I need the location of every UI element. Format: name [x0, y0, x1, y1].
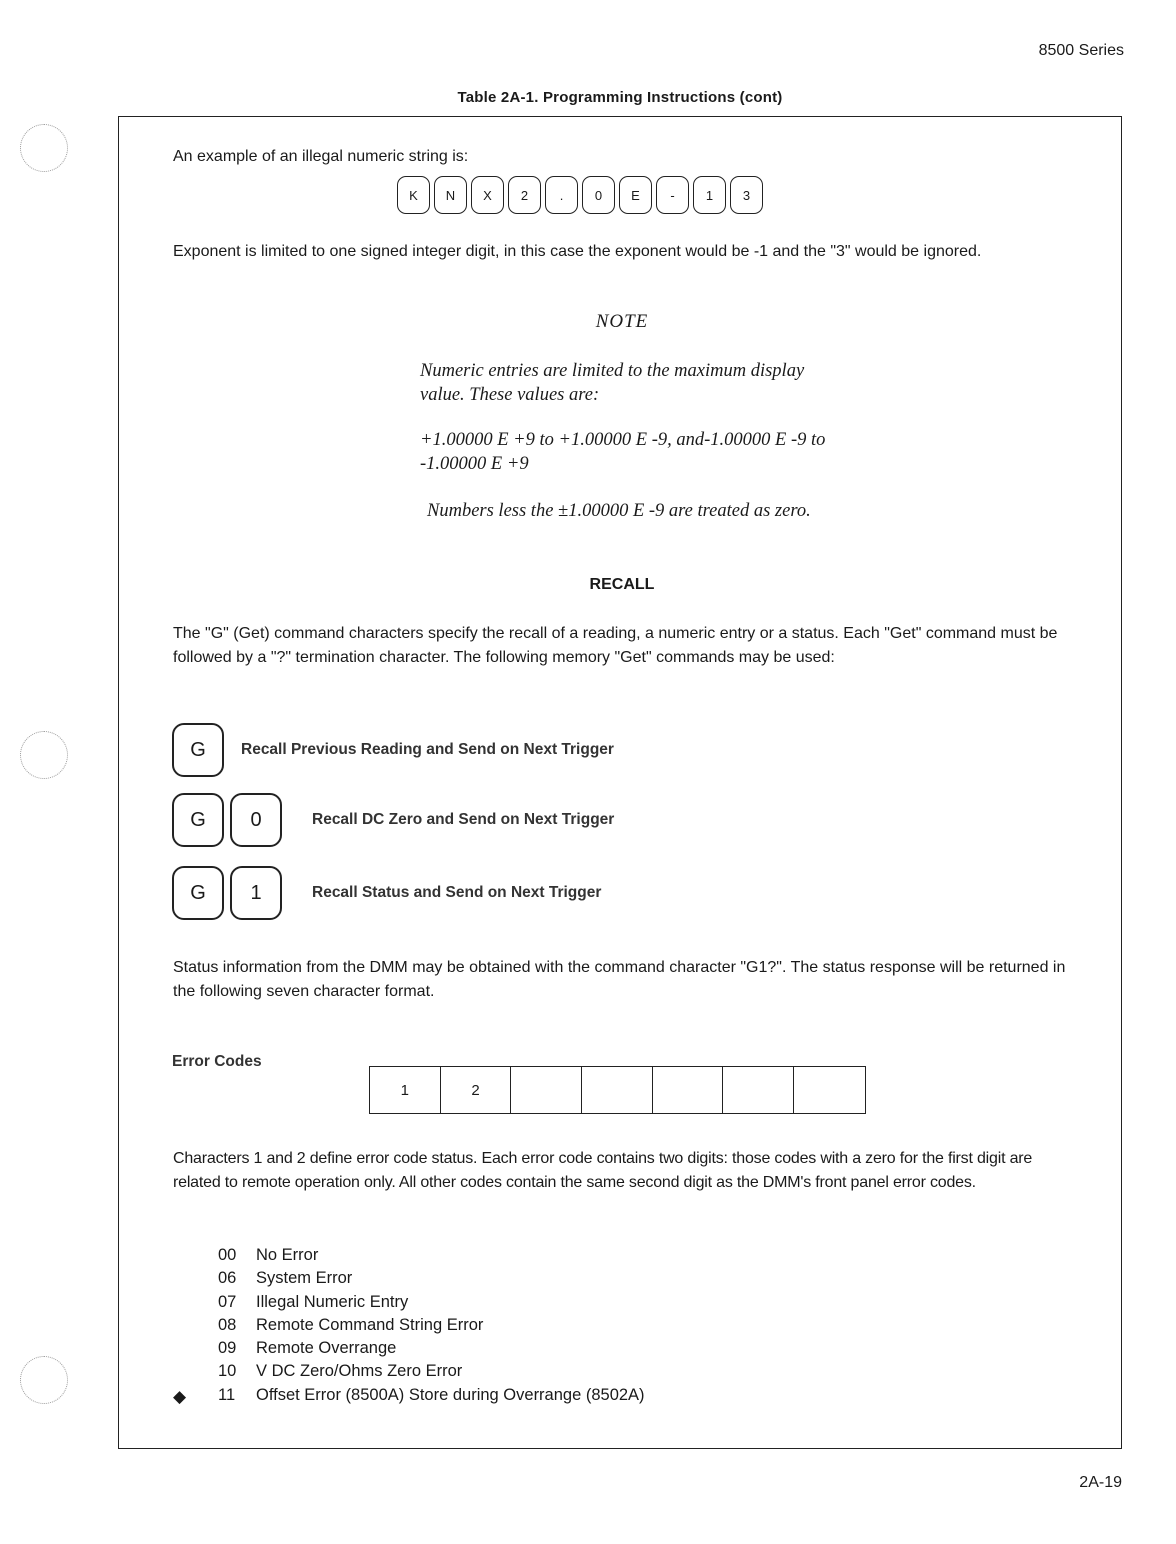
- key-cap: G: [172, 866, 224, 920]
- series-label: 8500 Series: [1038, 42, 1124, 59]
- key-cap: N: [434, 176, 467, 214]
- note-heading: NOTE: [595, 311, 649, 332]
- status-format-grid: [369, 1066, 866, 1114]
- error-code-item: [218, 1314, 645, 1337]
- key-cap: -: [656, 176, 689, 214]
- note-zero: Numbers less the ±1.00000 E -9 are treated as zero.: [427, 501, 811, 521]
- command-row: [172, 793, 614, 847]
- key-cap: X: [471, 176, 504, 214]
- key-cap: 3: [730, 176, 763, 214]
- error-code: 07: [218, 1292, 237, 1311]
- key-cap: 0: [582, 176, 615, 214]
- error-code-item: [218, 1360, 645, 1383]
- error-code-item: [218, 1337, 645, 1360]
- note-range: +1.00000 E +9 to +1.00000 E -9, and-1.00000 E -9 to -1.00000 E +9: [420, 430, 826, 474]
- punch-hole-icon: [20, 124, 68, 172]
- error-code-list: [218, 1244, 645, 1407]
- status-cell: [582, 1067, 653, 1113]
- error-code: 08: [218, 1315, 237, 1334]
- error-text: System Error: [256, 1269, 353, 1288]
- error-text: Offset Error (8500A) Store during Overrange (8502A): [256, 1385, 645, 1404]
- error-codes-label: Error Codes: [172, 1053, 262, 1070]
- error-code-item: [218, 1384, 645, 1407]
- error-text: Illegal Numeric Entry: [256, 1292, 409, 1311]
- table-title: Table 2A-1. Programming Instructions (cont): [457, 89, 783, 106]
- key-cap: 2: [508, 176, 541, 214]
- error-text: Remote Command String Error: [256, 1315, 484, 1334]
- recall-heading: RECALL: [589, 576, 655, 593]
- key-cap: G: [172, 793, 224, 847]
- status-cell: [723, 1067, 794, 1113]
- key-cap: 0: [230, 793, 282, 847]
- punch-hole-icon: [20, 731, 68, 779]
- command-label: Recall Status and Send on Next Trigger: [312, 884, 602, 901]
- recall-intro: The "G" (Get) command characters specify the recall of a reading, a numeric entry or a status. Each "Get" command must be followed by a "?" termination character. The following memory "Get" commands may be used:: [173, 625, 1058, 666]
- key-cap: K: [397, 176, 430, 214]
- error-code: 09: [218, 1339, 237, 1358]
- status-cell: 2: [441, 1067, 512, 1113]
- error-code-item: [218, 1267, 645, 1290]
- error-text: Remote Overrange: [256, 1339, 397, 1358]
- illegal-explanation: Exponent is limited to one signed integer digit, in this case the exponent would be -1 and the "3" would be ignored.: [173, 243, 982, 260]
- change-marker-diamond-icon: ◆: [173, 1387, 187, 1406]
- punch-hole-icon: [20, 1356, 68, 1404]
- error-code: 00: [218, 1246, 237, 1264]
- error-code-description: Characters 1 and 2 define error code status. Each error code contains two digits: those codes with a zero for the first digit are related to remote operation only. All other codes contain the same second digit as the DMM's front panel error codes.: [173, 1150, 1033, 1191]
- error-code: 06: [218, 1269, 237, 1288]
- key-cap: .: [545, 176, 578, 214]
- status-cell: [794, 1067, 865, 1113]
- command-row: [172, 723, 614, 777]
- error-code: 10: [218, 1362, 237, 1381]
- command-label: Recall Previous Reading and Send on Next Trigger: [241, 741, 614, 758]
- illegal-key-sequence: [397, 176, 763, 214]
- key-cap: E: [619, 176, 652, 214]
- command-row: [172, 866, 601, 920]
- status-cell: 1: [370, 1067, 441, 1113]
- status-text: Status information from the DMM may be obtained with the command character "G1?". The status response will be returned in the following seven character format.: [173, 959, 1066, 1000]
- error-text: No Error: [256, 1246, 319, 1264]
- note-paragraph: Numeric entries are limited to the maximum display value. These values are:: [420, 361, 805, 405]
- error-text: V DC Zero/Ohms Zero Error: [256, 1362, 463, 1381]
- key-cap: G: [172, 723, 224, 777]
- error-code: 11: [218, 1385, 236, 1404]
- status-cell: [511, 1067, 582, 1113]
- command-label: Recall DC Zero and Send on Next Trigger: [312, 811, 615, 828]
- error-code-item: [218, 1244, 645, 1267]
- status-cell: [653, 1067, 724, 1113]
- key-cap: 1: [230, 866, 282, 920]
- page-number: 2A-19: [1079, 1474, 1122, 1491]
- illegal-intro: An example of an illegal numeric string is:: [173, 148, 469, 165]
- key-cap: 1: [693, 176, 726, 214]
- error-code-item: [218, 1291, 645, 1314]
